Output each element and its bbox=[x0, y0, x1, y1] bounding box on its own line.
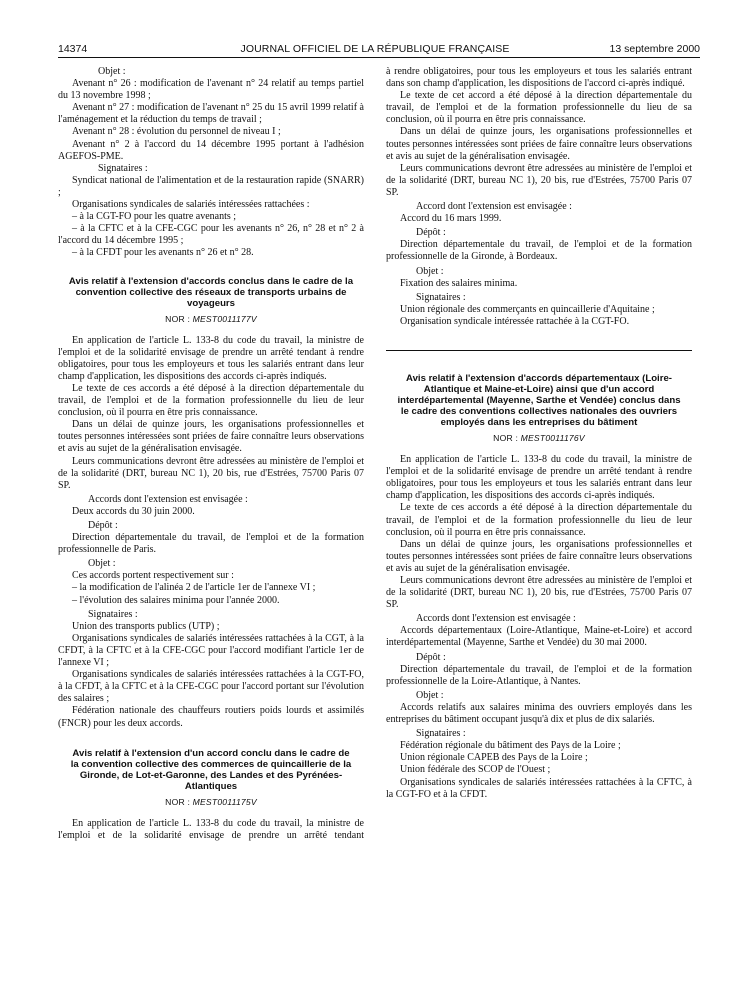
objet-item: Avenant n° 28 : évolution du personnel de niveau I ; bbox=[72, 126, 281, 138]
depot-label: Dépôt : bbox=[416, 227, 446, 239]
signataire: Fédération nationale des chauffeurs routiers poids lourds et assimilés (FNCR) pour les deux accords. bbox=[58, 705, 364, 729]
notice-title: Avis relatif à l'extension d'un accord conclu dans le cadre de la convention collective des commerces de quincaillerie de la Gironde, de Lot-et-Garonne, des Landes et des Pyrénées-Atlantiques bbox=[70, 747, 352, 792]
section-separator bbox=[386, 350, 692, 351]
nor-reference bbox=[386, 432, 692, 444]
accord-label: Accord dont l'extension est envisagée : bbox=[416, 201, 572, 213]
orgs-item: – à la CFDT pour les avenants n° 26 et n° 28. bbox=[72, 247, 254, 259]
signataire: Union des transports publics (UTP) ; bbox=[72, 620, 220, 632]
signataires-label: Signataires : bbox=[88, 608, 138, 620]
nor-reference bbox=[58, 796, 364, 808]
orgs-label: Organisations syndicales de salariés intéressées rattachées : bbox=[72, 199, 310, 211]
objet-item: Avenant n° 27 : modification de l'avenant n° 25 du 15 avril 1999 relatif à l'aménagement et la réduction du temps de travail ; bbox=[58, 102, 364, 126]
objet-label: Objet : bbox=[88, 558, 116, 570]
nor-code: MEST0011177V bbox=[192, 313, 257, 324]
page-header bbox=[0, 43, 750, 57]
nor-prefix: NOR : bbox=[493, 432, 521, 443]
signataires-label: Signataires : bbox=[416, 291, 466, 303]
depot-text: Direction départementale du travail, de l'emploi et de la formation professionnelle de la Gironde, à Bordeaux. bbox=[386, 239, 692, 263]
depot-label: Dépôt : bbox=[416, 651, 446, 663]
signataires-label: Signataires : bbox=[98, 162, 148, 174]
issue-date: 13 septembre 2000 bbox=[609, 43, 700, 55]
notice-paragraph: Le texte de ces accords a été déposé à la direction départementale du travail, de l'emploi et de la formation professionnelle du lieu de leur conclusion, où il pourra en être pris connaissance. bbox=[386, 502, 692, 538]
depot-text: Direction départementale du travail, de l'emploi et de la formation professionnelle de la Loire-Atlantique, à Nantes. bbox=[386, 663, 692, 687]
signataire: Organisations syndicales de salariés intéressées rattachées à la CGT, à la CFDT, à la CFTC et à la CFE-CGC pour l'accord modifiant l'article 1er de l'annexe VI ; bbox=[58, 632, 364, 669]
accords-text: Accords départementaux (Loire-Atlantique, Maine-et-Loire) et accord interdépartemental (Mayenne, Sarthe et Vendée) du 30 mai 2000. bbox=[386, 625, 692, 649]
signataire: Fédération régionale du bâtiment des Pays de la Loire ; bbox=[400, 740, 621, 752]
orgs-item: – à la CGT-FO pour les quatre avenants ; bbox=[72, 211, 237, 223]
nor-prefix: NOR : bbox=[165, 796, 193, 807]
notice-paragraph-continued: à rendre obligatoires, pour tous les employeurs et tous les salariés entrant dans son champ d'application, les dispositions de l'accord ci-après indiqué. bbox=[386, 66, 692, 90]
accord-text: Accord du 16 mars 1999. bbox=[400, 213, 502, 225]
objet-label: Objet : bbox=[416, 689, 444, 701]
notice-paragraph: Leurs communications devront être adressées au ministère de l'emploi et de la solidarité (DRT, bureau NC 1), 20 bis, rue d'Estrées, 75700 Paris 07 SP. bbox=[386, 162, 692, 198]
notice-title: Avis relatif à l'extension d'accords départementaux (Loire-Atlantique et Maine-et-Loire) ainsi que d'un accord interdépartemental (Mayenne, Sarthe et Vendée) conclus dans le cadre des conventions collectives nationales des ouvriers employés dans les entreprises du bâtiment bbox=[397, 372, 681, 428]
objet-item: Avenant n° 26 : modification de l'avenant n° 24 relatif au temps partiel du 13 novembre 1998 ; bbox=[58, 78, 364, 102]
objet-label: Objet : bbox=[98, 66, 126, 77]
orgs-item: – à la CFTC et à la CFE-CGC pour les avenants n° 26, n° 28 et n° 2 à l'accord du 14 décembre 1995 ; bbox=[58, 223, 364, 247]
objet-text: Fixation des salaires minima. bbox=[400, 277, 518, 289]
signataire: Union régionale des commerçants en quincaillerie d'Aquitaine ; bbox=[400, 303, 655, 315]
column-right bbox=[386, 66, 692, 801]
objet-item: Avenant n° 2 à l'accord du 14 décembre 1995 portant à l'adhésion AGEFOS-PME. bbox=[58, 138, 364, 162]
accords-label: Accords dont l'extension est envisagée : bbox=[416, 613, 576, 625]
nor-prefix: NOR : bbox=[165, 313, 193, 324]
nor-code: MEST0011176V bbox=[520, 432, 585, 443]
notice-paragraph: Le texte de cet accord a été déposé à la direction départementale du travail, de l'emploi et de la formation professionnelle du lieu de sa conclusion, où il pourra en être pris connaissance. bbox=[386, 90, 692, 126]
notice-title: Avis relatif à l'extension d'accords conclus dans le cadre de la convention collective des réseaux de transports urbains de voyageurs bbox=[68, 275, 354, 309]
notice-paragraph: Dans un délai de quinze jours, les organisations professionnelles et toutes personnes intéressées sont priées de faire connaître leurs observations et avis au sujet de la généralisation envisagée. bbox=[386, 126, 692, 162]
signataires-label: Signataires : bbox=[416, 728, 466, 740]
column-left bbox=[58, 66, 364, 842]
signataire: Organisation syndicale intéressée rattachée à la CGT-FO. bbox=[400, 315, 630, 327]
accords-label: Accords dont l'extension est envisagée : bbox=[88, 493, 248, 505]
notice-paragraph: Le texte de ces accords a été déposé à la direction départementale du travail, de l'emploi et de la formation professionnelle du lieu de leur conclusion, où il pourra en être pris connaissance. bbox=[58, 382, 364, 419]
notice-paragraph: Leurs communications devront être adressées au ministère de l'emploi et de la solidarité (DRT, bureau NC 1), 20 bis, rue d'Estrées, 75700 Paris 07 SP. bbox=[58, 455, 364, 491]
signataire: Organisations syndicales de salariés intéressées rattachées à la CGT-FO, à la CFDT, à la CFTC et à la CFE-CGC pour l'accord portant sur l'évolution des salaires ; bbox=[58, 669, 364, 705]
signataire: Union régionale CAPEB des Pays de la Loire ; bbox=[400, 752, 588, 764]
notice-paragraph: En application de l'article L. 133-8 du code du travail, la ministre de l'emploi et de la solidarité envisage de prendre un arrêté tendant à rendre obligatoires, pour tous les employeurs et tous les salariés entrant dans leur champ d'application, les dispositions des accords ci-après indiqués. bbox=[386, 454, 692, 502]
notice-paragraph: Dans un délai de quinze jours, les organisations professionnelles et toutes personnes intéressées sont priées de faire connaître leurs observations et avis au sujet de la généralisation envisagée. bbox=[386, 538, 692, 574]
page-number: 14374 bbox=[58, 43, 88, 55]
notice-paragraph: En application de l'article L. 133-8 du code du travail, la ministre de l'emploi et de la solidarité envisage de prendre un arrêté tendant à rendre obligatoires, pour tous les employeurs et tous les salariés entrant dans leur champ d'application, les dispositions des accords ci-après indiqués. bbox=[58, 334, 364, 382]
notice-paragraph: Leurs communications devront être adressées au ministère de l'emploi et de la solidarité (DRT, bureau NC 1), 20 bis, rue d'Estrées, 75700 Paris 07 SP. bbox=[386, 575, 692, 611]
journal-title: JOURNAL OFFICIEL DE LA RÉPUBLIQUE FRANÇAISE bbox=[240, 43, 510, 55]
depot-text: Direction départementale du travail, de l'emploi et de la formation professionnelle de Paris. bbox=[58, 532, 364, 556]
objet-intro: Ces accords portent respectivement sur : bbox=[72, 570, 234, 582]
objet-item: – la modification de l'alinéa 2 de l'article 1er de l'annexe VI ; bbox=[72, 582, 316, 594]
notice-paragraph: Dans un délai de quinze jours, les organisations professionnelles et toutes personnes intéressées sont priées de faire connaître leurs observations et avis au sujet de la généralisation envisagée. bbox=[58, 419, 364, 455]
header-rule bbox=[58, 57, 700, 58]
depot-label: Dépôt : bbox=[88, 520, 118, 531]
nor-reference bbox=[58, 313, 364, 325]
objet-text: Accords relatifs aux salaires minima des ouvriers employés dans les entreprises du bâtiment occupant jusqu'à dix et plus de dix salariés. bbox=[386, 701, 692, 726]
nor-code: MEST0011175V bbox=[192, 796, 257, 807]
signataire: Union fédérale des SCOP de l'Ouest ; bbox=[400, 764, 551, 776]
signataire: Organisations syndicales de salariés intéressées rattachées à la CFTC, à la CGT-FO et à la CFDT. bbox=[386, 776, 692, 800]
objet-item: – l'évolution des salaires minima pour l'année 2000. bbox=[72, 594, 280, 606]
accords-text: Deux accords du 30 juin 2000. bbox=[72, 505, 195, 517]
signataire: Syndicat national de l'alimentation et de la restauration rapide (SNARR) ; bbox=[58, 174, 364, 198]
notice-paragraph: En application de l'article L. 133-8 du code du travail, la ministre de l'emploi et de la solidarité envisage de prendre un arrêté tendant bbox=[58, 817, 364, 841]
objet-label: Objet : bbox=[416, 265, 444, 277]
